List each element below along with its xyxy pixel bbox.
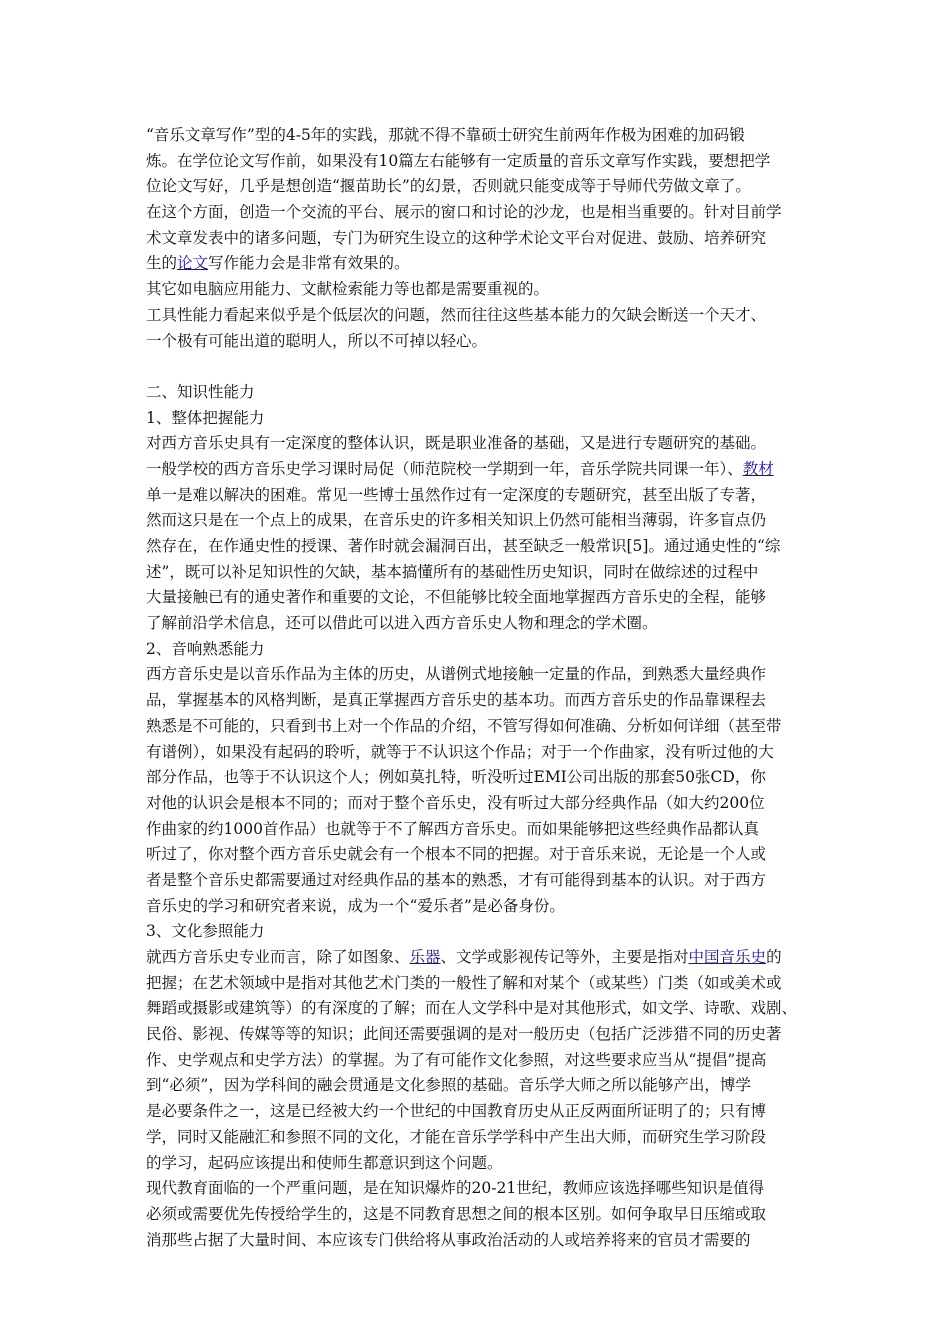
text-line: 术文章发表中的诸多问题，专门为研究生设立的这种学术论文平台对促进、鼓励、培养研究 bbox=[146, 228, 767, 247]
paragraph-other-abilities: 其它如电脑应用能力、文献检索能力等也都是需要重视的。 bbox=[146, 280, 550, 299]
subsection-heading: 1、整体把握能力 bbox=[146, 408, 265, 427]
paragraph-tool-abilities bbox=[146, 303, 810, 354]
subsection-heading: 2、音响熟悉能力 bbox=[146, 639, 265, 658]
text-line bbox=[146, 457, 810, 483]
text-line: 者是整个音乐史都需要通过对经典作品的基本的熟悉，才有可能得到基本的认识。对于西方 bbox=[146, 870, 767, 889]
text-line: 必须或需要优先传授给学生的，这是不同教育思想之间的根本区别。如何争取早日压缩或取 bbox=[146, 1204, 767, 1223]
text-line: 熟悉是不可能的，只看到书上对一个作品的介绍，不管写得如何准确、分析如何详细（甚至带 bbox=[146, 716, 782, 735]
text-line: 消那些占据了大量时间、本应该专门供给将从事政治活动的人或培养将来的官员才需要的 bbox=[146, 1230, 751, 1249]
paragraph-overall-grasp bbox=[146, 431, 810, 637]
text-line bbox=[146, 251, 810, 277]
paragraph-cultural-reference bbox=[146, 945, 810, 1176]
text-line: 单一是难以解决的困难。常见一些博士虽然作过有一定深度的专题研究，甚至出版了专著， bbox=[146, 485, 767, 504]
paragraph-sound-familiarity bbox=[146, 662, 810, 919]
text-line: 对他的认识会是根本不同的；而对于整个音乐史，没有听过大部分经典作品（如大约200位 bbox=[146, 793, 765, 812]
text-fragment: 的 bbox=[766, 948, 782, 966]
text-line: 有谱例），如果没有起码的聆听，就等于不认识这个作品；对于一个作曲家，没有听过他的大 bbox=[146, 742, 774, 761]
text-line: 然存在，在作通史性的授课、著作时就会漏洞百出，甚至缺乏一般常识[5]。通过通史性的“综 bbox=[146, 537, 781, 555]
text-line: 民俗、影视、传媒等等的知识；此间还需要强调的是对一般历史（包括广泛涉猎不同的历史著 bbox=[146, 1025, 782, 1044]
text-line: 学，同时又能融汇和参照不同的文化，才能在音乐学学科中产生出大师，而研究生学习阶段 bbox=[146, 1127, 767, 1146]
text-line: 一个极有可能出道的聪明人，所以不可掉以轻心。 bbox=[146, 331, 488, 350]
text-fragment: 一般学校的西方音乐史学习课时局促（师范院校一学期到一年，音乐学院共同课一年）、 bbox=[146, 459, 743, 478]
paragraph-writing-practice bbox=[146, 123, 810, 277]
section-heading: 二、知识性能力 bbox=[146, 382, 255, 401]
text-line: 对西方音乐史具有一定深度的整体认识，既是职业准备的基础，又是进行专题研究的基础。 bbox=[146, 434, 767, 453]
text-line: 述”，既可以补足知识性的欠缺，基本搞懂所有的基础性历史知识，同时在做综述的过程中 bbox=[146, 562, 759, 581]
link-lunwen[interactable]: 论文 bbox=[177, 254, 209, 273]
text-line: 舞蹈或摄影或建筑等）的有深度的了解；而在人文学科中是对其他形式，如文学、诗歌、戏剧、 bbox=[146, 999, 798, 1018]
text-line: 了解前沿学术信息，还可以借此可以进入西方音乐史人物和理念的学术圈。 bbox=[146, 614, 658, 633]
link-jiaocai[interactable]: 教材 bbox=[742, 459, 774, 478]
text-line: 品，掌握基本的风格判断，是真正掌握西方音乐史的基本功。而西方音乐史的作品靠课程去 bbox=[146, 691, 767, 710]
text-line: 现代教育面临的一个严重问题，是在知识爆炸的20-21世纪，教师应该选择哪些知识是值得 bbox=[146, 1179, 765, 1198]
text-fragment: 生的 bbox=[146, 254, 178, 273]
text-line: 炼。在学位论文写作前，如果没有10篇左右能够有一定质量的音乐文章写作实践，要想把学 bbox=[146, 151, 771, 170]
subsection-heading: 3、文化参照能力 bbox=[146, 922, 265, 941]
text-line: 是必要条件之一，这是已经被大约一个世纪的中国教育历史从正反两面所证明了的；只有博 bbox=[146, 1102, 767, 1121]
text-line bbox=[146, 945, 810, 971]
text-fragment: 写作能力会是非常有效果的。 bbox=[208, 254, 410, 273]
text-line: 西方音乐史是以音乐作品为主体的历史，从谱例式地接触一定量的作品，到熟悉大量经典作 bbox=[146, 665, 767, 684]
text-line: 的学习，起码应该提出和使师生都意识到这个问题。 bbox=[146, 1153, 503, 1172]
text-line: 工具性能力看起来似乎是个低层次的问题，然而往往这些基本能力的欠缺会断送一个天才、 bbox=[146, 305, 767, 324]
text-line: “音乐文章写作”型的4-5年的实践，那就不得不靠硕士研究生前两年作极为困难的加码锻 bbox=[146, 126, 745, 144]
text-line: 然而这只是在一个点上的成果，在音乐史的许多相关知识上仍然可能相当薄弱，许多盲点仍 bbox=[146, 511, 767, 530]
paragraph-modern-education bbox=[146, 1176, 810, 1253]
text-line: 位论文写好，几乎是想创造“揠苗助长”的幻景，否则就只能变成等于导师代劳做文章了。 bbox=[146, 177, 751, 196]
text-line: 在这个方面，创造一个交流的平台、展示的窗口和讨论的沙龙，也是相当重要的。针对目前学 bbox=[146, 203, 782, 222]
text-line: 部分作品，也等于不认识这个人；例如莫扎特，听没听过EMI公司出版的那套50张CD，你 bbox=[146, 768, 766, 787]
text-line: 大量接触已有的通史著作和重要的文论，不但能够比较全面地掌握西方音乐史的全程，能够 bbox=[146, 588, 767, 607]
text-fragment: 就西方音乐史专业而言，除了如图象、 bbox=[146, 948, 410, 966]
text-fragment: 、文学或影视传记等外，主要是指对 bbox=[440, 948, 689, 966]
text-line: 音乐史的学习和研究者来说，成为一个“爱乐者”是必备身份。 bbox=[146, 896, 565, 915]
text-line: 作、史学观点和史学方法）的掌握。为了有可能作文化参照，对这些要求应当从“提倡”提高 bbox=[146, 1050, 767, 1069]
text-line: 把握；在艺术领域中是指对其他艺术门类的一般性了解和对某个（或某些）门类（如或美术或 bbox=[146, 973, 782, 992]
text-line: 听过了，你对整个西方音乐史就会有一个根本不同的把握。对于音乐来说，无论是一个人或 bbox=[146, 845, 767, 864]
text-line: 到“必须”，因为学科间的融会贯通是文化参照的基础。音乐学大师之所以能够产出，博学 bbox=[146, 1076, 751, 1095]
link-yueqi[interactable]: 乐器 bbox=[409, 948, 441, 966]
link-zhongguo-yinyueshi[interactable]: 中国音乐史 bbox=[688, 948, 767, 966]
text-line: 作曲家的约1000首作品）也就等于不了解西方音乐史。而如果能够把这些经典作品都认真 bbox=[146, 819, 759, 838]
blank-line bbox=[146, 354, 810, 380]
